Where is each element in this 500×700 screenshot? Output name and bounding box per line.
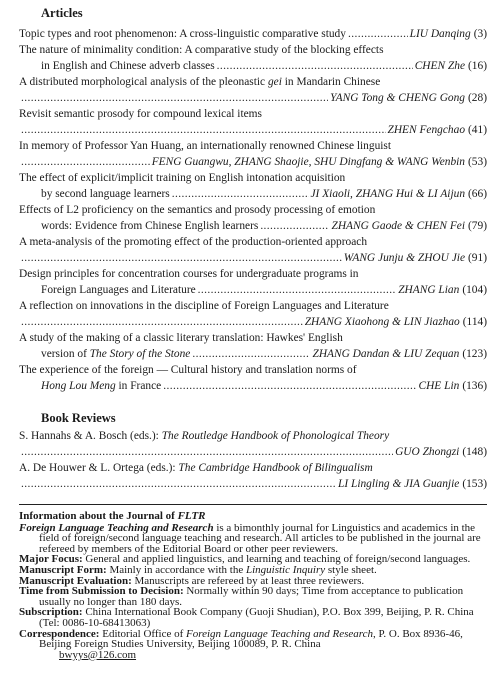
entry-title — [19, 460, 373, 476]
correspondence-label: Correspondence: — [19, 627, 100, 640]
manuscript-form-text: Mainly in accordance with the — [106, 563, 246, 576]
entry-line — [19, 122, 487, 138]
articles-entry — [19, 362, 487, 394]
entry-line — [19, 266, 487, 282]
entry-title: Topic types and root phenomenon: A cross-linguistic comparative study — [19, 28, 346, 40]
entry-line — [19, 476, 487, 492]
entry-title: Effects of L2 proficiency on the semantics and prosody processing of emotion — [19, 204, 376, 216]
entry-line — [19, 330, 487, 346]
journal-name: Foreign Language Teaching and Research — [19, 521, 214, 534]
entry-title — [19, 74, 380, 90]
leader-dots — [21, 122, 386, 138]
leader-dots — [21, 476, 336, 492]
entry-line — [19, 42, 487, 58]
entry-title — [19, 428, 389, 444]
articles-heading: Articles — [41, 6, 83, 20]
entry-title: The nature of minimality condition: A comparative study of the blocking effects — [19, 44, 384, 56]
correspondence-journal: Foreign Language Teaching and Research — [186, 627, 373, 640]
entry-author: ZHANG Xiaohong & LIN Jiazhao — [304, 316, 460, 328]
info-description — [19, 523, 489, 555]
entry-title-italic: Hong Lou Meng — [41, 380, 116, 392]
entry-page-number: (136) — [462, 380, 487, 392]
leader-dots — [21, 444, 393, 460]
entry-page-number: (41) — [468, 124, 487, 136]
entry-title-text: in France — [115, 380, 162, 392]
articles-entry — [19, 330, 487, 362]
entry-title: The experience of the foreign — Cultural history and translation norms of — [19, 364, 357, 376]
entry-title: words: Evidence from Chinese English learners — [41, 220, 259, 232]
entry-title: Revisit semantic prosody for compound lexical items — [19, 108, 262, 120]
journal-description: is a bimonthly journal for Linguistics and academics in the field of foreign/second language teaching and research. All articles to be published in the journal are refereed by members of the Editorial Board or other peer reviewers. — [39, 521, 481, 555]
entry-line — [19, 428, 487, 444]
articles-entry — [19, 298, 487, 330]
entry-author: GUO Zhongzi — [395, 446, 460, 458]
articles-entry — [19, 26, 487, 42]
entry-title — [41, 378, 161, 394]
entry-line — [19, 74, 487, 90]
manuscript-eval-text: Manuscripts are refereed by at least three reviewers. — [131, 574, 365, 587]
entry-line — [19, 314, 487, 330]
entry-title-italic: gei — [267, 76, 282, 88]
info-decision-time — [19, 586, 489, 607]
entry-page-number: (79) — [468, 220, 487, 232]
entry-title-italic: The Story of the Stone — [89, 348, 191, 360]
articles-entry — [19, 234, 487, 266]
entry-line — [19, 378, 487, 394]
entry-author: ZHANG Gaode & CHEN Fei — [331, 220, 466, 232]
leader-dots — [348, 26, 408, 42]
entry-line — [19, 202, 487, 218]
articles-entry — [19, 202, 487, 234]
entry-line — [19, 362, 487, 378]
info-heading — [19, 511, 489, 522]
leader-dots — [172, 186, 309, 202]
leader-dots — [21, 90, 328, 106]
correspondence-text: Editorial Office of — [99, 627, 187, 640]
entry-title-text: version of — [41, 348, 90, 360]
articles-entry — [19, 266, 487, 298]
articles-entry — [19, 74, 487, 106]
subscription-label: Subscription: — [19, 606, 83, 619]
entry-title — [41, 346, 190, 362]
major-focus-text: General and applied linguistics, and learning and teaching of foreign/second languages. — [82, 553, 471, 566]
entry-line — [19, 460, 487, 476]
entry-author: ZHANG Lian — [398, 284, 460, 296]
subscription-text: China International Book Company (Guoji Shudian), P.O. Box 399, Beijing, P. R. China (Tel: 0086-10-68413063) — [39, 606, 474, 629]
entry-author: CHEN Zhe — [414, 60, 466, 72]
articles-entry — [19, 42, 487, 74]
info-correspondence — [19, 629, 489, 661]
leader-dots — [21, 250, 342, 266]
leader-dots — [198, 282, 397, 298]
entry-author: JI Xiaoli, ZHANG Hui & LI Aijun — [310, 188, 466, 200]
entry-page-number: (53) — [468, 156, 487, 168]
manuscript-form-stylesheet: Linguistic Inquiry — [245, 563, 326, 576]
entry-line — [19, 26, 487, 42]
entry-title: Design principles for concentration courses for undergraduate programs in — [19, 268, 359, 280]
reviews-entry — [19, 460, 487, 492]
entry-title-italic: The Cambridge Handbook of Bilingualism — [178, 462, 373, 474]
entry-title: in English and Chinese adverb classes — [41, 60, 215, 72]
entry-line — [19, 106, 487, 122]
manuscript-form-end: style sheet. — [325, 563, 377, 576]
entry-line — [19, 90, 487, 106]
decision-time-text: Normally within 90 days; Time from acceptance to publication usually no longer than 180 days. — [39, 585, 464, 608]
leader-dots — [217, 58, 413, 74]
entry-line — [19, 282, 487, 298]
entry-page-number: (123) — [462, 348, 487, 360]
entry-page-number: (148) — [462, 446, 487, 458]
info-heading-journal: FLTR — [177, 510, 206, 522]
leader-dots — [192, 346, 310, 362]
info-heading-text: Information about the Journal of — [19, 510, 178, 522]
entry-author: ZHANG Dandan & LIU Zequan — [312, 348, 460, 360]
entry-author: LI Lingling & JIA Guanjie — [338, 478, 460, 490]
entry-title-italic: The Routledge Handbook of Phonological Theory — [161, 430, 390, 442]
entry-page-number: (153) — [462, 478, 487, 490]
email-link[interactable]: bwyys@126.com — [59, 648, 137, 661]
decision-time-label: Time from Submission to Decision: — [19, 585, 184, 598]
entry-title: In memory of Professor Yan Huang, an internationally renowned Chinese linguist — [19, 140, 392, 152]
entry-line — [19, 218, 487, 234]
reviews-entry — [19, 428, 487, 460]
entry-line — [19, 186, 487, 202]
leader-dots — [21, 154, 150, 170]
entry-line — [19, 138, 487, 154]
leader-dots — [260, 218, 329, 234]
entry-author: LIU Danqing — [409, 28, 471, 40]
entry-page-number: (3) — [473, 28, 487, 40]
journal-info — [19, 511, 489, 660]
leader-dots — [163, 378, 416, 394]
entry-title: Foreign Languages and Literature — [41, 284, 196, 296]
major-focus-label: Major Focus: — [19, 553, 83, 566]
info-subscription — [19, 607, 489, 628]
entry-page-number: (104) — [462, 284, 487, 296]
entry-author: FENG Guangwu, ZHANG Shaojie, SHU Dingfang & WANG Wenbin — [151, 156, 466, 168]
entry-author: YANG Tong & CHENG Gong — [330, 92, 466, 104]
entry-page-number: (114) — [462, 316, 487, 328]
correspondence-address: , P. O. Box 8936-46, Beijing Foreign Studies University, Beijing 100089, P. R. China — [39, 627, 463, 651]
articles-entry — [19, 138, 487, 170]
entry-title-text: in Mandarin Chinese — [281, 76, 381, 88]
leader-dots — [21, 314, 303, 330]
entry-author: CHE Lin — [418, 380, 460, 392]
entry-page-number: (16) — [468, 60, 487, 72]
entry-title: by second language learners — [41, 188, 170, 200]
manuscript-eval-label: Manuscript Evaluation: — [19, 574, 132, 587]
entry-title: A meta-analysis of the promoting effect of the production-oriented approach — [19, 236, 368, 248]
entry-title-text: S. Hannahs & A. Bosch (eds.): — [19, 430, 162, 442]
entry-author: ZHEN Fengchao — [387, 124, 466, 136]
entry-page-number: (28) — [468, 92, 487, 104]
entry-title: A reflection on innovations in the discipline of Foreign Languages and Literature — [19, 300, 389, 312]
entry-line — [19, 154, 487, 170]
entry-line — [19, 234, 487, 250]
manuscript-form-label: Manuscript Form: — [19, 563, 107, 576]
articles-entry — [19, 170, 487, 202]
entry-author: WANG Junju & ZHOU Jie — [343, 252, 466, 264]
entry-line — [19, 346, 487, 362]
entry-page-number: (66) — [468, 188, 487, 200]
entry-line — [19, 444, 487, 460]
entry-title-text: A distributed morphological analysis of the pleonastic — [19, 76, 268, 88]
entry-line — [19, 250, 487, 266]
entry-title-text: A. De Houwer & L. Ortega (eds.): — [19, 462, 179, 474]
entry-line — [19, 58, 487, 74]
entry-line — [19, 298, 487, 314]
entry-title: The effect of explicit/implicit training on English intonation acquisition — [19, 172, 346, 184]
divider-rule — [19, 504, 487, 505]
entry-page-number: (91) — [468, 252, 487, 264]
entry-line — [19, 170, 487, 186]
book-reviews-heading: Book Reviews — [41, 411, 116, 425]
entry-title: A study of the making of a classic literary translation: Hawkes' English — [19, 332, 343, 344]
articles-entry — [19, 106, 487, 138]
